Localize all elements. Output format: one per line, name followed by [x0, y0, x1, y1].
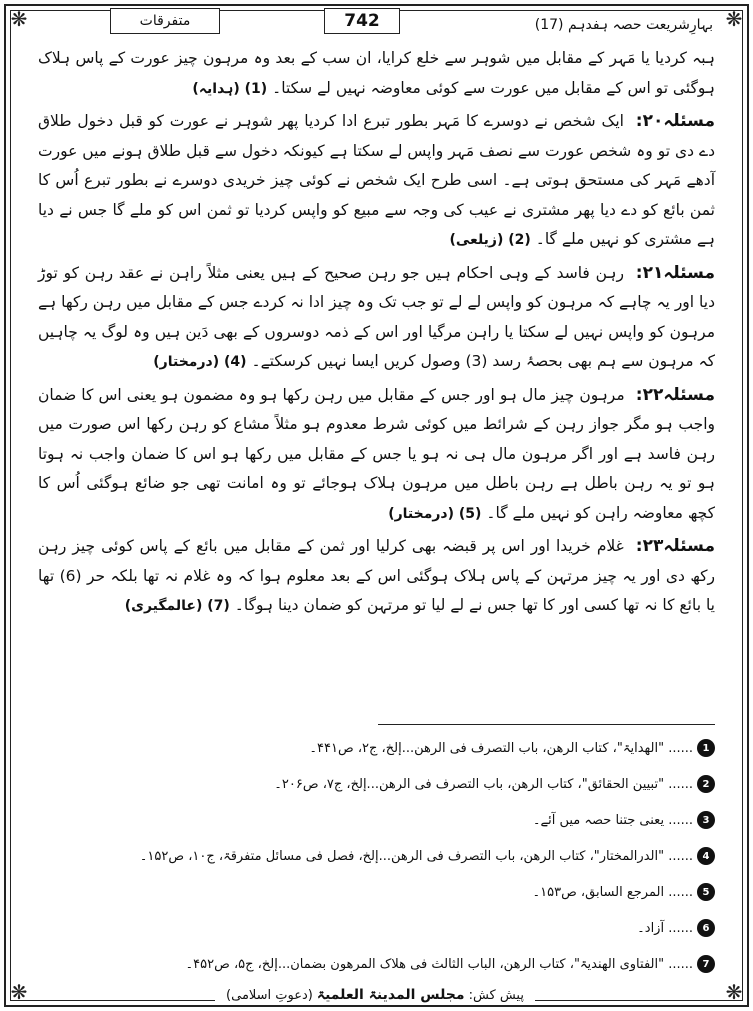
page-header — [14, 6, 739, 36]
paragraph — [38, 381, 715, 530]
footnote-number: 3 — [697, 811, 715, 829]
footnote-text: ...... یعنی جتنا حصہ میں آئے۔ — [532, 812, 693, 828]
footnote-number: 2 — [697, 775, 715, 793]
footnote-number: 1 — [697, 739, 715, 757]
corner-ornament-icon: ❋ — [721, 979, 747, 1005]
footnote — [38, 946, 715, 982]
masala-label: مسئلہ۲۲: — [635, 384, 715, 405]
paragraph-text: مرہون چیز مال ہو اور جس کے مقابل میں رہن رکھا ہو وہ مضمون ہو یعنی اس کا ضمان واجب ہو مگر جواز رہن کے شرائط میں کوئی شرط معدوم ہو مثلاً مشاع کو رہن رکھا اس صورت میں رہن فاسد ہے اور اگر مرہون مال ہی نہ ہو یا جس کے مقابل میں رکھا ہو اس کا ضمان واجب نہ ہوتا ہو تو یہ رہن باطل ہے رہن باطل میں مرہون ہلاک ہوجائے تو وہ امانت تھی جو ضائع ہوگئی اُس کا کچھ معاوضہ راہن کو نہیں ملے گا۔ — [38, 385, 715, 522]
footnote-number: 7 — [697, 955, 715, 973]
paragraph-reference: (4) (درمختار) — [153, 354, 247, 370]
paragraph-text: رہن فاسد کے وہی احکام ہیں جو رہن صحیح کے ہیں یعنی مثلاً راہن نے عقد رہن کو توڑ دیا اور یہ چاہے کہ مرہون کو واپس لے لے تو جب تک وہ چیز ادا نہ کردے جس کے مقابل میں رہن رکھا ہے مرہون کو واپس نہیں لے سکتا یا راہن مرگیا اور اس کے ذمہ دوسروں کے بھی دَین ہیں وہ لوگ یہ چاہیں کہ مرہون سے ہم بھی بحصۂ رسد (3) وصول کریں ایسا نہیں کرسکتے۔ — [38, 263, 715, 370]
page-footer — [215, 985, 535, 1005]
publisher-name: مجلس المدینۃ العلمیۃ — [316, 987, 465, 1003]
footnote — [38, 802, 715, 838]
main-text — [38, 44, 715, 625]
page-number: 742 — [324, 8, 400, 34]
paragraph — [38, 107, 715, 256]
footnote — [38, 838, 715, 874]
presented-by-label: پیش کش: — [468, 987, 524, 1003]
paragraph-reference: (5) (درمختار) — [388, 505, 482, 522]
footnote-separator — [378, 724, 715, 725]
corner-ornament-icon: ❋ — [6, 979, 32, 1005]
publisher-tagline: (دعوتِ اسلامی) — [226, 987, 313, 1003]
footnote-text: ...... المرجع السابق، ص۱۵۳۔ — [532, 884, 693, 900]
masala-label: مسئلہ۲۱: — [635, 262, 716, 283]
footnote — [38, 910, 715, 946]
corner-ornament-icon: ❋ — [721, 6, 747, 32]
paragraph — [38, 44, 715, 104]
footnote-text: ...... "الدرالمختار"، کتاب الرھن، باب التصرف فی الرھن...إلخ، فصل فی مسائل متفرقۃ، ج۱۰، ص۱۵۲۔ — [139, 848, 693, 864]
paragraph-reference: (7) (عالمگیری) — [124, 598, 230, 614]
footnote — [38, 730, 715, 766]
footnote — [38, 766, 715, 802]
paragraph — [38, 532, 715, 622]
corner-ornament-icon: ❋ — [6, 6, 32, 32]
footnotes — [38, 730, 715, 982]
masala-label: مسئلہ۲۳: — [635, 536, 716, 556]
paragraph-text: غلام خریدا اور اس پر قبضہ بھی کرلیا اور ثمن کے مقابل میں بائع کے پاس کوئی چیز رہن رکھ دی اور یہ چیز مرتہن کے پاس ہلاک ہوگئی اس کے بعد معلوم ہوا کہ وہ غلام نہ تھا بلکہ حر (6) تھا یا بائع کا نہ تھا کسی اور کا تھا جس نے لے لیا تو مرتہن کو ضمان دینا ہوگا۔ — [38, 537, 715, 614]
footnote-number: 6 — [697, 919, 715, 937]
footnote-text: ...... "الھدایۃ"، کتاب الرھن، باب التصرف فی الرھن...إلخ، ج۲، ص۴۴۱۔ — [309, 740, 693, 756]
paragraph — [38, 259, 715, 378]
paragraph-text: ایک شخص نے دوسرے کا مَہر بطور تبرع ادا کردیا پھر شوہر نے عورت کو قبل دخول طلاق دے دی تو وہ شخص عورت سے نصف مَہر واپس لے سکتا ہے کیونکہ دخول سے قبل طلاق ہونے میں عورت آدھے مَہر کی مستحق ہوتی ہے۔ اسی طرح ایک شخص نے کوئی چیز خریدی دوسرے نے بطور تبرع اُس کا ثمن بائع کو دے دیا پھر مشتری نے عیب کی وجہ سے مبیع کو واپس کردیا تو ثمن اس کو ملے گا جس نے دیا ہے مشتری کو نہیں ملے گا۔ — [38, 112, 715, 248]
paragraph-text: ہبہ کردیا یا مَہر کے مقابل میں شوہر سے خلع کرایا، ان سب کے بعد وہ مرہون چیز عورت کے پاس ہلاک ہوگئی تو اس کے مقابل میں عورت سے کوئی معاوضہ نہیں لے سکتا۔ — [38, 49, 715, 97]
masala-label: مسئلہ۲۰: — [635, 111, 715, 131]
footnote — [38, 874, 715, 910]
section-title: متفرقات — [110, 8, 220, 34]
book-title: بہارِشریعت حصہ ہفدہم (17) — [535, 12, 713, 38]
paragraph-reference: (2) (زیلعی) — [449, 232, 531, 248]
footnote-text: ...... "تبیین الحقائق"، کتاب الرھن، باب التصرف فی الرھن...إلخ، ج۷، ص۲۰۶۔ — [274, 776, 693, 792]
footnote-text: ...... آزاد۔ — [637, 920, 693, 936]
footnote-number: 5 — [697, 883, 715, 901]
footnote-number: 4 — [697, 847, 715, 865]
paragraph-reference: (1) (ہدایہ) — [192, 80, 268, 97]
footnote-text: ...... "الفتاوی الھندیۃ"، کتاب الرھن، الباب الثالث فی ھلاک المرھون بضمان...إلخ، ج۵، ص۴۵۲۔ — [185, 956, 693, 972]
